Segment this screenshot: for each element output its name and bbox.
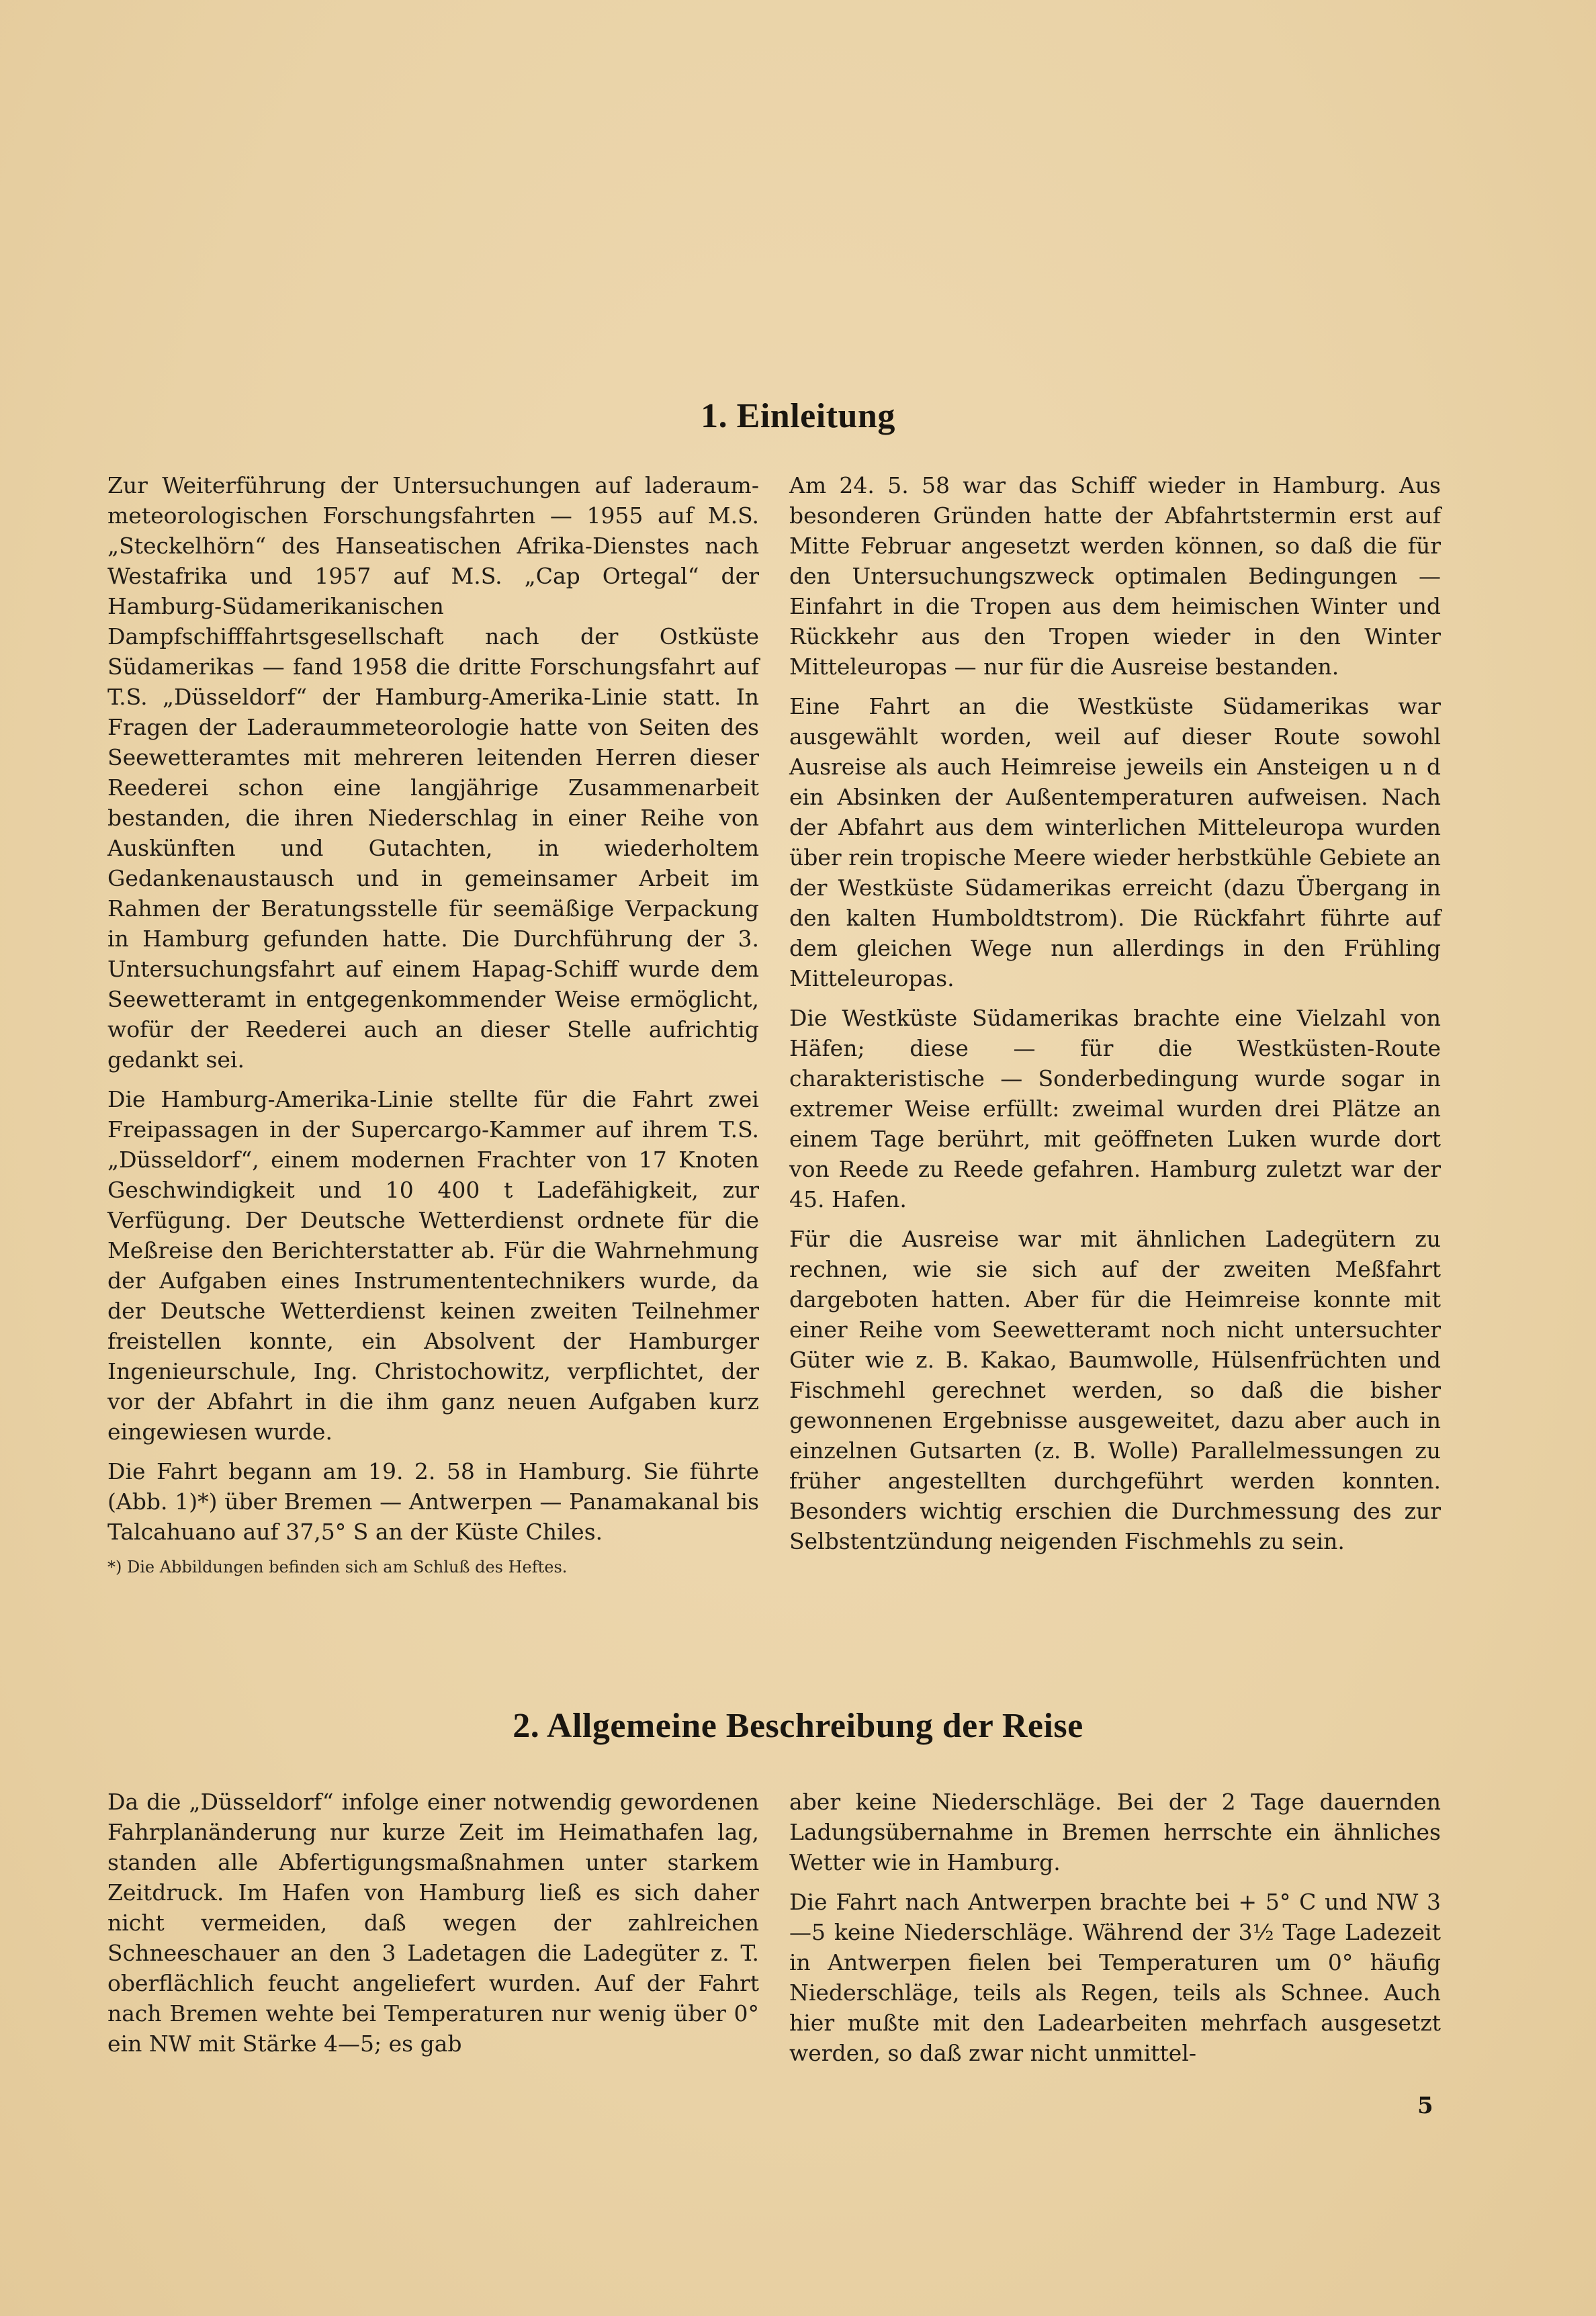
paragraph: Eine Fahrt an die Westküste Südamerikas war ausgewählt worden, weil auf dieser Route sowohl Ausreise als auch Heimreise jeweils ein Ansteigen u n d ein Absinken der Außentemperaturen aufweisen. Nach der Abfahrt aus dem winterlichen Mitteleuropa wurden über rein tropische Meere wieder herbstkühle Gebiete an der Westküste Südamerikas erreicht (dazu Übergang in den kalten Humboldtstrom). Die Rückfahrt führte auf dem gleichen Wege nun allerdings in den Frühling Mitteleuropas.	[789, 693, 1441, 991]
section1-right-column	[789, 470, 1441, 1566]
section2-right-column	[789, 1787, 1441, 2078]
paragraph: Die Fahrt nach Antwerpen brachte bei + 5° C und NW 3—5 keine Niederschläge. Während der 3½ Tage Ladezeit in Antwerpen fielen bei Temperaturen um 0° häufig Niederschläge, teils als Regen, teils als Schnee. Auch hier mußte mit den Ladearbeiten mehrfach ausgesetzt werden, so daß zwar nicht unmittel-	[789, 1889, 1441, 2066]
paragraph: Die Fahrt begann am 19. 2. 58 in Hamburg. Sie führte (Abb. 1)*) über Bremen — Antwerpen — Panamakanal bis Talcahuano auf 37,5° S an der Küste Chiles.	[107, 1458, 759, 1545]
section-heading-einleitung: 1. Einleitung	[701, 397, 895, 435]
paragraph: Zur Weiterführung der Untersuchungen auf laderaum-meteorologischen Forschungsfahrten — 1955 auf M.S. „Steckelhörn“ des Hanseatischen Afrika-Dienstes nach Westafrika und 1957 auf M.S. „Cap Ortegal“ der Hamburg-Südamerikanischen Dampfschifffahrtsgesellschaft nach der Ostküste Südamerikas — fand 1958 die dritte Forschungsfahrt auf T.S. „Düsseldorf“ der Hamburg-Amerika-Linie statt. In Fragen der Laderaummeteorologie hatte von Seiten des Seewetteramtes mit mehreren leitenden Herren dieser Reederei schon eine langjährige Zusammenarbeit bestanden, die ihren Niederschlag in einer Reihe von Auskünften und Gutachten, in wiederholtem Gedankenaustausch und in gemeinsamer Arbeit im Rahmen der Beratungsstelle für seemäßige Verpackung in Hamburg gefunden hatte. Die Durchführung der 3. Untersuchungsfahrt auf einem Hapag-Schiff wurde dem Seewetteramt in entgegenkommender Weise ermöglicht, wofür der Reederei auch an dieser Stelle aufrichtig gedankt sei.	[107, 472, 759, 1073]
page-number: 5	[1417, 2092, 1433, 2119]
paragraph: Da die „Düsseldorf“ infolge einer notwendig gewordenen Fahrplanänderung nur kurze Zeit im Heimathafen lag, standen alle Abfertigungsmaßnahmen unter starkem Zeitdruck. Im Hafen von Hamburg ließ es sich daher nicht vermeiden, daß wegen der zahlreichen Schneeschauer an den 3 Ladetagen die Ladegüter z. T. oberflächlich feucht angeliefert wurden. Auf der Fahrt nach Bremen wehte bei Temperaturen nur wenig über 0° ein NW mit Stärke 4—5; es gab	[107, 1789, 759, 2057]
paragraph: aber keine Niederschläge. Bei der 2 Tage dauernden Ladungsübernahme in Bremen herrschte ein ähnliches Wetter wie in Hamburg.	[789, 1789, 1441, 1875]
section1-left-column	[107, 470, 759, 1578]
section2-left-column	[107, 1787, 759, 2068]
paragraph: Die Westküste Südamerikas brachte eine Vielzahl von Häfen; diese — für die Westküsten-Route charakteristische — Sonderbedingung wurde sogar in extremer Weise erfüllt: zweimal wurden drei Plätze an einem Tage berührt, mit geöffneten Luken wurde dort von Reede zu Reede gefahren. Hamburg zuletzt war der 45. Hafen.	[789, 1005, 1441, 1212]
paragraph: Die Hamburg-Amerika-Linie stellte für die Fahrt zwei Freipassagen in der Supercargo-Kammer auf ihrem T.S. „Düsseldorf“, einem modernen Frachter von 17 Knoten Geschwindigkeit und 10 400 t Ladefähigkeit, zur Verfügung. Der Deutsche Wetterdienst ordnete für die Meßreise den Berichterstatter ab. Für die Wahrnehmung der Aufgaben eines Instrumententechnikers wurde, da der Deutsche Wetterdienst keinen zweiten Teilnehmer freistellen konnte, ein Absolvent der Hamburger Ingenieurschule, Ing. Christochowitz, verpflichtet, der vor der Abfahrt in die ihm ganz neuen Aufgaben kurz eingewiesen wurde.	[107, 1086, 759, 1445]
paragraph: Am 24. 5. 58 war das Schiff wieder in Hamburg. Aus besonderen Gründen hatte der Abfahrtstermin erst auf Mitte Februar angesetzt werden können, so daß die für den Untersuchungszweck optimalen Bedingungen — Einfahrt in die Tropen aus dem heimischen Winter und Rückkehr aus den Tropen wieder in den Winter Mitteleuropas — nur für die Ausreise bestanden.	[789, 472, 1441, 680]
footnote: *) Die Abbildungen befinden sich am Schluß des Heftes.	[107, 1558, 568, 1576]
paragraph: Für die Ausreise war mit ähnlichen Ladegütern zu rechnen, wie sie sich auf der zweiten Meßfahrt dargeboten hatten. Aber für die Heimreise konnte mit einer Reihe vom Seewetteramt noch nicht untersuchter Güter wie z. B. Kakao, Baumwolle, Hülsenfrüchten und Fischmehl gerechnet werden, so daß die bisher gewonnenen Ergebnisse ausgeweitet, dazu aber auch in einzelnen Gutsarten (z. B. Wolle) Parallelmessungen zu früher angestellten durchgeführt werden konnten. Besonders wichtig erschien die Durchmessung des zur Selbstentzündung neigenden Fischmehls zu sein.	[789, 1226, 1441, 1554]
section-heading-reise: 2. Allgemeine Beschreibung der Reise	[513, 1707, 1083, 1745]
